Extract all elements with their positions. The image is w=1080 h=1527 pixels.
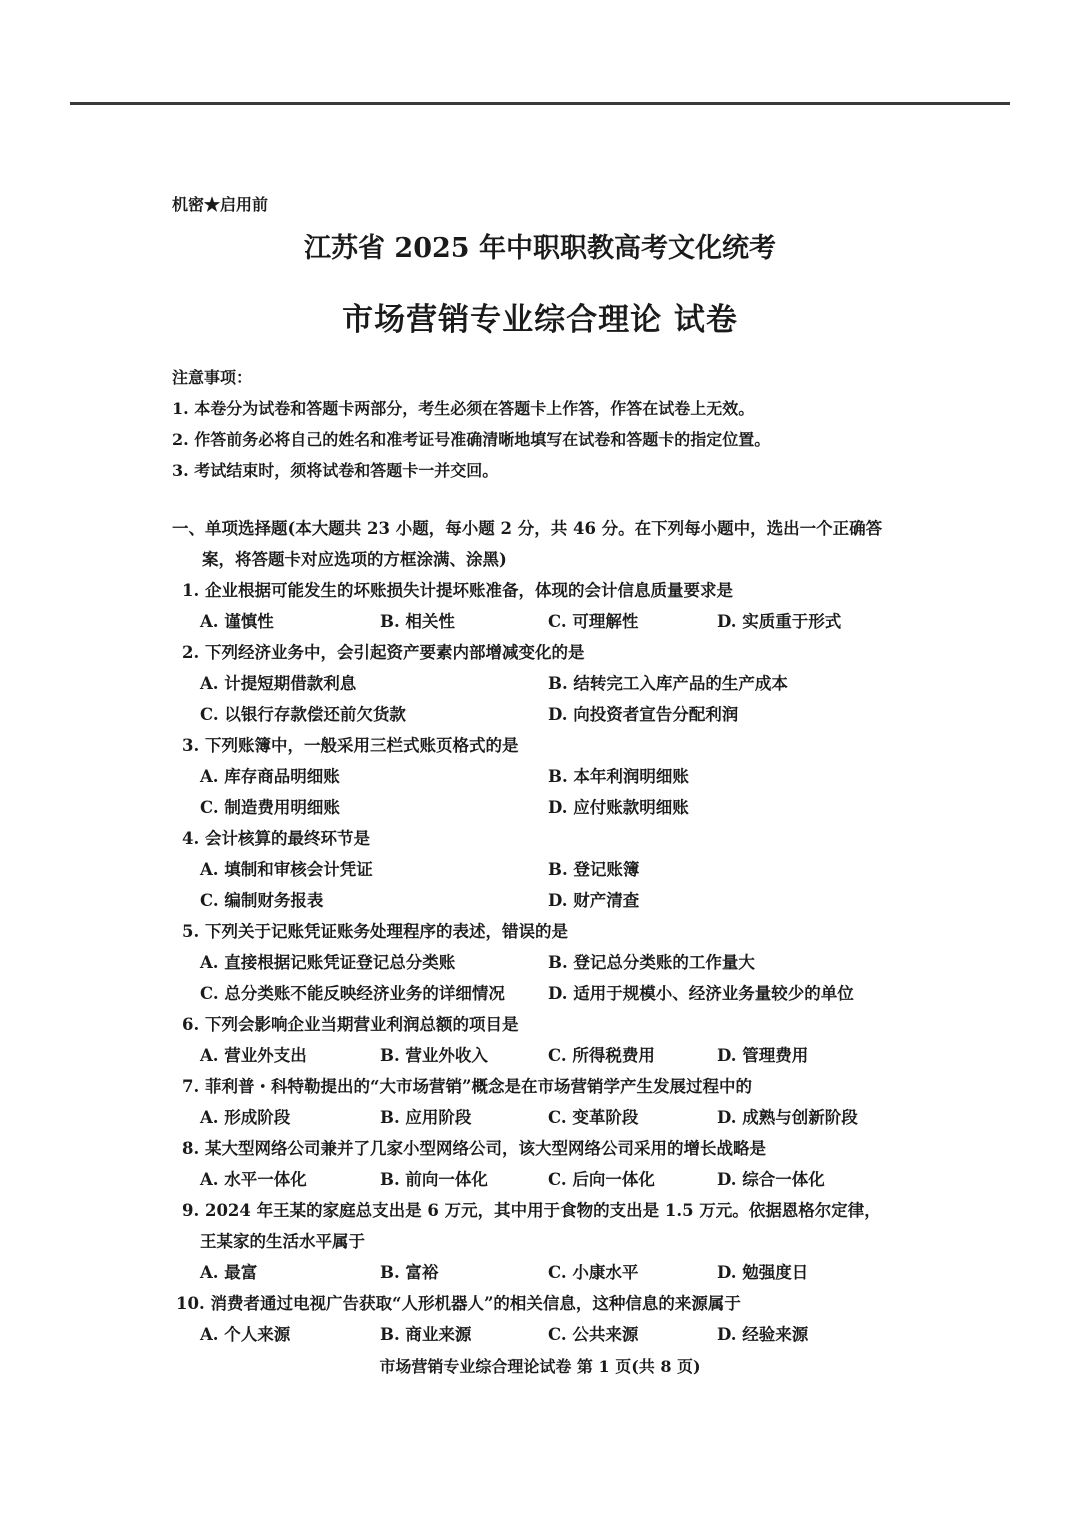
question-stem: 10. 消费者通过电视广告获取“人形机器人”的相关信息，这种信息的来源属于	[176, 1294, 741, 1313]
section-instructions-line1: 一、单项选择题(本大题共 23 小题，每小题 2 分，共 46 分。在下列每小题中，选出一个正确答	[172, 519, 883, 538]
options-row	[172, 606, 952, 637]
option-d: D. 应付账款明细账	[548, 798, 689, 817]
options-row	[172, 1102, 952, 1133]
question-stem: 4. 会计核算的最终环节是	[182, 829, 370, 848]
option-b: B. 登记总分类账的工作量大	[548, 953, 755, 972]
option-c: C. 以银行存款偿还前欠货款	[200, 705, 406, 724]
question-stem: 9. 2024 年王某的家庭总支出是 6 万元，其中用于食物的支出是 1.5 万元。依据恩格尔定律，	[182, 1201, 881, 1220]
options-row	[172, 792, 952, 823]
option-d: D. 经验来源	[717, 1325, 809, 1344]
option-a: A. 营业外支出	[200, 1046, 307, 1065]
option-b: B. 本年利润明细账	[548, 767, 689, 786]
question-stem: 2. 下列经济业务中，会引起资产要素内部增减变化的是	[182, 643, 585, 662]
option-b: B. 结转完工入库产品的生产成本	[548, 674, 788, 693]
option-c: C. 总分类账不能反映经济业务的详细情况	[200, 984, 505, 1003]
question-stem: 8. 某大型网络公司兼并了几家小型网络公司，该大型网络公司采用的增长战略是	[182, 1139, 766, 1158]
options-row	[172, 1164, 952, 1195]
options-row	[172, 699, 952, 730]
option-b: B. 前向一体化	[380, 1170, 488, 1189]
question-stem: 7. 菲利普・科特勒提出的“大市场营销”概念是在市场营销学产生发展过程中的	[182, 1077, 752, 1096]
section-instructions-line2: 案，将答题卡对应选项的方框涂满、涂黑)	[202, 550, 507, 569]
options-row	[172, 854, 952, 885]
options-row	[172, 1040, 952, 1071]
option-d: D. 勉强度日	[717, 1263, 809, 1282]
option-c: C. 公共来源	[548, 1325, 639, 1344]
question-stem-continued: 王某家的生活水平属于	[200, 1232, 365, 1251]
option-c: C. 编制财务报表	[200, 891, 324, 910]
question-stem: 6. 下列会影响企业当期营业利润总额的项目是	[182, 1015, 519, 1034]
option-d: D. 实质重于形式	[717, 612, 842, 631]
option-c: C. 制造费用明细账	[200, 798, 340, 817]
option-c: C. 变革阶段	[548, 1108, 639, 1127]
option-a: A. 谨慎性	[200, 612, 274, 631]
paper-title: 市场营销专业综合理论 试卷	[342, 302, 738, 338]
option-a: A. 个人来源	[200, 1325, 291, 1344]
notice-item: 2. 作答前务必将自己的姓名和准考证号准确清晰地填写在试卷和答题卡的指定位置。	[172, 430, 771, 449]
notice-block	[172, 362, 770, 486]
option-c: C. 小康水平	[548, 1263, 639, 1282]
section-heading	[172, 513, 942, 575]
notice-item: 3. 考试结束时，须将试卷和答题卡一并交回。	[172, 461, 499, 480]
option-d: D. 管理费用	[717, 1046, 809, 1065]
options-row	[172, 978, 952, 1009]
option-b: B. 富裕	[380, 1263, 439, 1282]
options-row	[172, 761, 952, 792]
option-b: B. 应用阶段	[380, 1108, 472, 1127]
option-a: A. 库存商品明细账	[200, 767, 340, 786]
option-a: A. 直接根据记账凭证登记总分类账	[200, 953, 456, 972]
question-stem: 3. 下列账簿中，一般采用三栏式账页格式的是	[182, 736, 519, 755]
option-d: D. 向投资者宣告分配利润	[548, 705, 739, 724]
option-c: C. 后向一体化	[548, 1170, 655, 1189]
option-b: B. 相关性	[380, 612, 455, 631]
option-b: B. 登记账簿	[548, 860, 640, 879]
notice-item: 1. 本卷分为试卷和答题卡两部分，考生必须在答题卡上作答，作答在试卷上无效。	[172, 399, 755, 418]
page-footer: 市场营销专业综合理论试卷 第 1 页(共 8 页)	[379, 1357, 701, 1376]
option-a: A. 最富	[200, 1263, 258, 1282]
question-stem: 1. 企业根据可能发生的坏账损失计提坏账准备，体现的会计信息质量要求是	[182, 581, 733, 600]
options-row	[172, 1257, 952, 1288]
option-b: B. 营业外收入	[380, 1046, 488, 1065]
option-a: A. 填制和审核会计凭证	[200, 860, 373, 879]
exam-title: 江苏省 2025 年中职职教高考文化统考	[304, 233, 776, 264]
option-c: C. 可理解性	[548, 612, 639, 631]
option-d: D. 综合一体化	[717, 1170, 825, 1189]
option-d: D. 适用于规模小、经济业务量较少的单位	[548, 984, 854, 1003]
option-a: A. 水平一体化	[200, 1170, 307, 1189]
option-b: B. 商业来源	[380, 1325, 472, 1344]
option-c: C. 所得税费用	[548, 1046, 655, 1065]
options-row	[172, 668, 952, 699]
question-list	[172, 575, 952, 1350]
notice-heading: 注意事项：	[172, 368, 253, 387]
option-a: A. 计提短期借款利息	[200, 674, 357, 693]
options-row	[172, 947, 952, 978]
question-stem: 5. 下列关于记账凭证账务处理程序的表述，错误的是	[182, 922, 568, 941]
options-row	[172, 885, 952, 916]
options-row	[172, 1319, 952, 1350]
option-a: A. 形成阶段	[200, 1108, 291, 1127]
top-rule	[70, 102, 1010, 105]
confidential-label: 机密★启用前	[172, 195, 269, 214]
option-d: D. 财产清查	[548, 891, 640, 910]
option-d: D. 成熟与创新阶段	[717, 1108, 858, 1127]
